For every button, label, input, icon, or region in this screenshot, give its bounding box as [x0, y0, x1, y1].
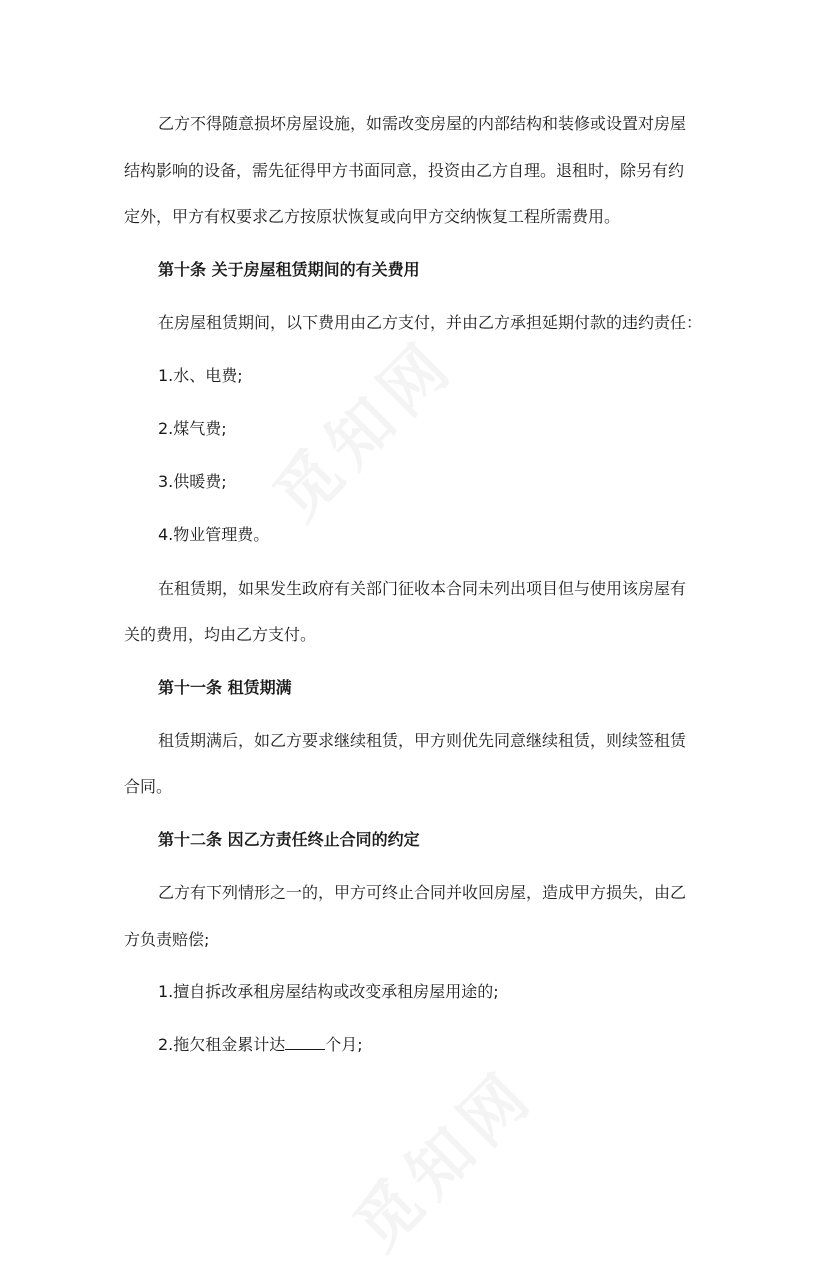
- list-item: 1.水、电费;: [158, 366, 243, 385]
- paragraph-line: 方负责赔偿;: [124, 930, 210, 949]
- paragraph-line: 定外，甲方有权要求乙方按原状恢复或向甲方交纳恢复工程所需费用。: [124, 207, 621, 226]
- paragraph-line: 在房屋租赁期间，以下费用由乙方支付，并由乙方承担延期付款的违约责任：: [158, 313, 703, 332]
- list-item-text: 2.拖欠租金累计达: [158, 1035, 286, 1054]
- list-item-text: 个月;: [325, 1035, 363, 1054]
- section-heading: 第十条 关于房屋租赁期间的有关费用: [158, 260, 420, 279]
- list-item: 1.擅自拆改承租房屋结构或改变承租房屋用途的;: [158, 982, 499, 1001]
- paragraph-line: 合同。: [124, 777, 173, 796]
- list-item: 3.供暖费;: [158, 472, 227, 491]
- paragraph-line: 关的费用，均由乙方支付。: [124, 625, 317, 644]
- paragraph-line: 租赁期满后，如乙方要求继续租赁，甲方则优先同意继续租赁，则续签租赁: [158, 731, 687, 750]
- watermark-bottom: [330, 1045, 552, 1267]
- list-item: [158, 1033, 830, 1057]
- section-heading: 第十二条 因乙方责任终止合同的约定: [158, 830, 420, 849]
- paragraph-line: 乙方有下列情形之一的，甲方可终止合同并收回房屋，造成甲方损失，由乙: [158, 883, 687, 902]
- section-heading: 第十一条 租赁期满: [158, 678, 292, 697]
- paragraph-line: 结构影响的设备，需先征得甲方书面同意，投资由乙方自理。退租时，除另有约: [124, 161, 685, 180]
- paragraph-line: 乙方不得随意损坏房屋设施，如需改变房屋的内部结构和装修或设置对房屋: [158, 114, 687, 133]
- paragraph-line: 在租赁期，如果发生政府有关部门征收本合同未列出项目但与使用该房屋有: [158, 579, 687, 598]
- list-item: 4.物业管理费。: [158, 525, 270, 544]
- fill-in-blank: [285, 1033, 325, 1050]
- list-item: 2.煤气费;: [158, 419, 227, 438]
